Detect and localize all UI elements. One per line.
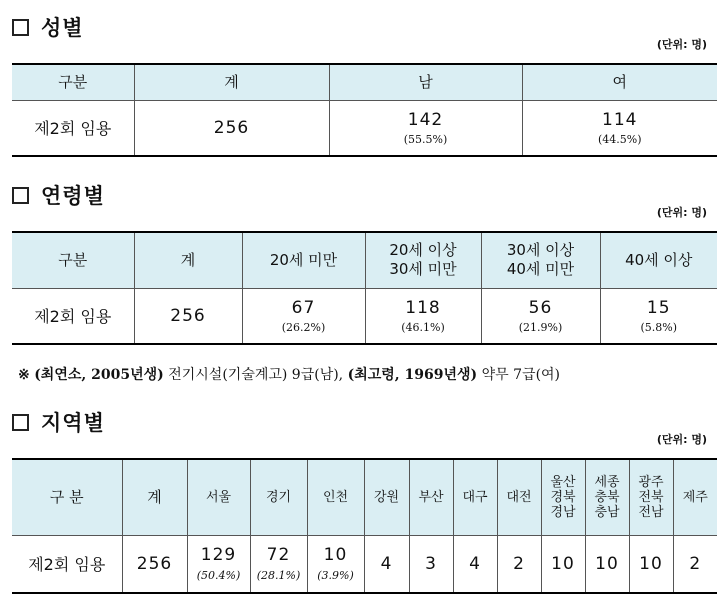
note-youngest: (최연소, 2005년생) xyxy=(34,367,164,383)
region-value: 129 xyxy=(200,545,237,566)
header-cell: 남 xyxy=(329,64,522,100)
age-value: 15 xyxy=(646,297,671,318)
checkbox-icon xyxy=(12,187,29,204)
region-cell xyxy=(307,535,364,593)
region-value: 3 xyxy=(409,535,453,593)
header-line: 30세 이상 xyxy=(506,241,575,260)
header-line: 충북 xyxy=(594,489,620,505)
header-cell: 40세 이상 xyxy=(600,232,717,288)
region-percent: (3.9%) xyxy=(317,569,354,583)
region-value: 72 xyxy=(266,545,291,566)
header-cell: 구분 xyxy=(12,64,134,100)
age-value: 56 xyxy=(528,297,553,318)
header-cell: 여 xyxy=(522,64,717,100)
age-table xyxy=(12,231,717,345)
note-mark: ※ xyxy=(18,367,30,383)
row-label: 제2회 임용 xyxy=(12,535,122,593)
table-row xyxy=(12,535,717,593)
age-cell xyxy=(600,288,717,344)
header-cell xyxy=(629,459,673,535)
header-line: 충남 xyxy=(594,504,620,520)
header-cell: 대구 xyxy=(453,459,497,535)
age-value: 118 xyxy=(405,297,441,318)
header-cell: 계 xyxy=(134,64,329,100)
unit-label: (단위: 명) xyxy=(656,206,707,219)
note-oldest: (최고령, 1969년생) xyxy=(347,367,478,383)
age-percent: (46.1%) xyxy=(401,320,445,334)
region-percent: (50.4%) xyxy=(196,569,241,583)
gender-table xyxy=(12,63,717,157)
header-cell: 대전 xyxy=(497,459,541,535)
header-cell: 계 xyxy=(122,459,187,535)
header-cell: 인천 xyxy=(307,459,364,535)
table-header-row xyxy=(12,64,717,100)
header-cell: 경기 xyxy=(250,459,307,535)
header-line: 전남 xyxy=(638,504,664,520)
table-row xyxy=(12,288,717,344)
header-line: 광주 xyxy=(638,474,664,490)
section-gender-title xyxy=(12,12,84,42)
header-cell xyxy=(541,459,585,535)
row-label: 제2회 임용 xyxy=(12,100,134,156)
header-line: 경북 xyxy=(550,489,576,505)
region-value: 4 xyxy=(364,535,409,593)
header-cell xyxy=(365,232,481,288)
region-value: 10 xyxy=(585,535,629,593)
section-region-title xyxy=(12,407,105,437)
section-gender-label: 성별 xyxy=(41,16,84,40)
header-cell: 강원 xyxy=(364,459,409,535)
unit-label: (단위: 명) xyxy=(656,433,707,446)
table-row xyxy=(12,100,717,156)
header-cell: 20세 미만 xyxy=(242,232,365,288)
section-age-title xyxy=(12,180,105,210)
header-cell: 구 분 xyxy=(12,459,122,535)
header-line: 40세 미만 xyxy=(506,260,575,279)
age-percent: (21.9%) xyxy=(518,320,563,334)
header-cell xyxy=(585,459,629,535)
region-cell xyxy=(250,535,307,593)
total-cell: 256 xyxy=(122,535,187,593)
male-value: 142 xyxy=(407,109,444,130)
note-youngest-job: 전기시설(기술계고) 9급(남), xyxy=(168,367,344,383)
header-cell: 구분 xyxy=(12,232,134,288)
age-value: 67 xyxy=(291,297,316,318)
table-header-row xyxy=(12,459,717,535)
region-value: 10 xyxy=(323,545,348,566)
table-header-row xyxy=(12,232,717,288)
region-value: 4 xyxy=(453,535,497,593)
region-table xyxy=(12,458,717,594)
header-line: 20세 이상 xyxy=(389,241,457,260)
row-label: 제2회 임용 xyxy=(12,288,134,344)
male-cell xyxy=(329,100,522,156)
checkbox-icon xyxy=(12,414,29,431)
total-cell: 256 xyxy=(134,100,329,156)
female-percent: (44.5%) xyxy=(597,132,642,146)
header-cell: 계 xyxy=(134,232,242,288)
header-line: 30세 미만 xyxy=(389,260,457,279)
region-percent: (28.1%) xyxy=(256,569,301,583)
header-cell: 부산 xyxy=(409,459,453,535)
header-cell: 서울 xyxy=(187,459,250,535)
female-cell xyxy=(522,100,717,156)
header-cell xyxy=(481,232,600,288)
region-value: 2 xyxy=(497,535,541,593)
age-percent: (26.2%) xyxy=(281,320,326,334)
age-percent: (5.8%) xyxy=(640,320,678,334)
region-value: 2 xyxy=(673,535,717,593)
checkbox-icon xyxy=(12,19,29,36)
region-value: 10 xyxy=(541,535,585,593)
header-line: 전북 xyxy=(638,489,664,505)
header-line: 울산 xyxy=(550,474,576,490)
header-cell: 제주 xyxy=(673,459,717,535)
region-value: 10 xyxy=(629,535,673,593)
total-cell: 256 xyxy=(134,288,242,344)
note-oldest-job: 약무 7급(여) xyxy=(481,367,561,383)
male-percent: (55.5%) xyxy=(403,132,448,146)
age-cell xyxy=(242,288,365,344)
age-cell xyxy=(365,288,481,344)
section-age-label: 연령별 xyxy=(41,184,105,208)
female-value: 114 xyxy=(602,109,638,130)
region-cell xyxy=(187,535,250,593)
age-note xyxy=(18,364,560,384)
age-cell xyxy=(481,288,600,344)
header-line: 세종 xyxy=(594,474,620,490)
header-line: 경남 xyxy=(550,504,576,520)
unit-label: (단위: 명) xyxy=(656,38,707,51)
section-region-label: 지역별 xyxy=(41,411,105,435)
